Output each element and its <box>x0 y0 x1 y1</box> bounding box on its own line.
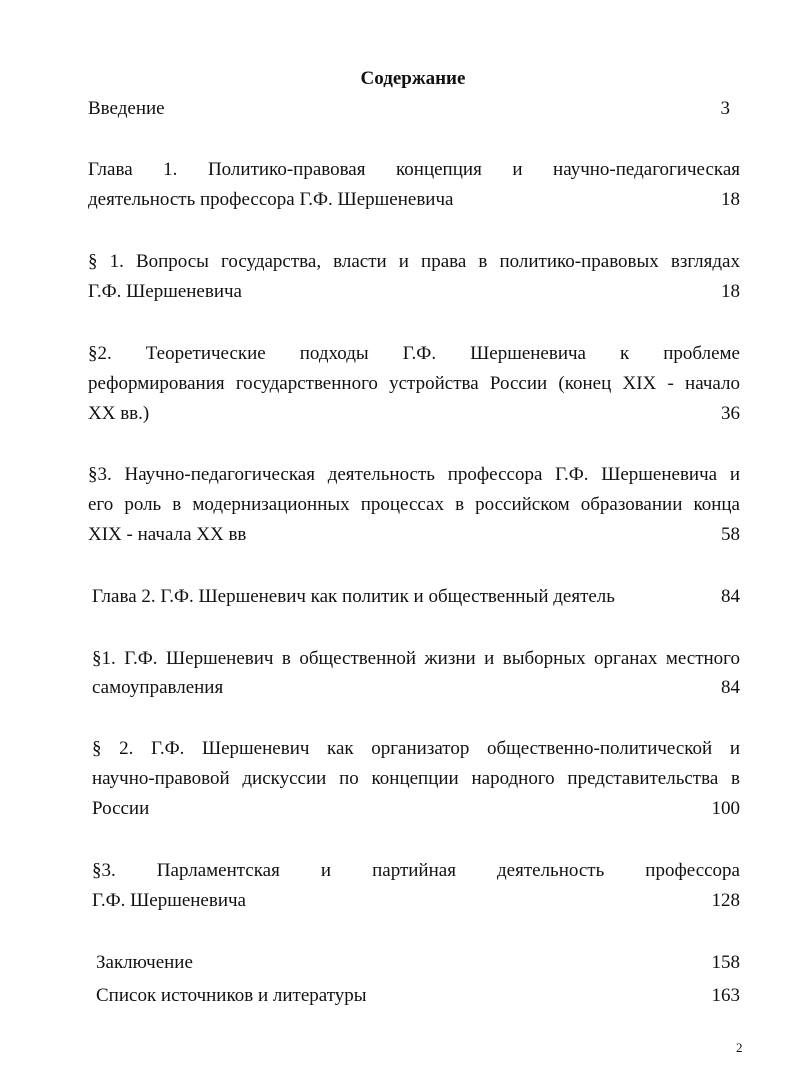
toc-page-number: 58 <box>721 524 740 545</box>
toc-page-number: 18 <box>721 281 740 302</box>
toc-entry-section-2-1-line-1[interactable]: §1. Г.Ф. Шершеневич в общественной жизни и выборных органах местного <box>92 648 740 669</box>
page-number: 2 <box>736 1040 743 1055</box>
toc-page-number: 84 <box>721 677 740 698</box>
toc-entry-section-2-1-line-2[interactable] <box>92 676 740 700</box>
toc-page-number: 100 <box>711 798 740 819</box>
toc-entry-section-2-3-line-1[interactable]: §3. Парламентская и партийная деятельность профессора <box>92 860 740 881</box>
toc-entry-section-1-2-line-2[interactable]: реформирования государственного устройства России (конец XIX - начало <box>88 373 740 394</box>
toc-entry-chapter-1-line-1[interactable]: Глава 1. Политико-правовая концепция и научно-педагогическая <box>88 159 740 180</box>
toc-page-number: 36 <box>721 403 740 424</box>
toc-entry-text: Глава 2. Г.Ф. Шершеневич как политик и общественный деятель <box>92 586 615 607</box>
page-title: Содержание <box>360 68 466 89</box>
toc-entry-section-1-1-line-2[interactable] <box>88 280 740 304</box>
toc-entry-text: самоуправления <box>92 677 224 698</box>
toc-entry-chapter-2[interactable] <box>92 585 740 609</box>
toc-entry-section-1-1-line-1[interactable]: § 1. Вопросы государства, власти и права в политико-правовых взглядах <box>88 251 740 272</box>
toc-entry-section-2-3-line-2[interactable] <box>92 889 740 913</box>
toc-page-number: 158 <box>711 952 740 973</box>
toc-entry-text: XIX - начала XX вв <box>88 524 247 545</box>
toc-entry-section-2-2-line-1[interactable]: § 2. Г.Ф. Шершеневич как организатор общественно-политической и <box>92 738 740 759</box>
toc-entry-text: Г.Ф. Шершеневича <box>92 890 246 911</box>
toc-entry-text: Г.Ф. Шершеневича <box>88 281 242 302</box>
toc-entry-section-2-2-line-2[interactable]: научно-правовой дискуссии по концепции народного представительства в <box>92 768 740 789</box>
toc-entry-chapter-1-line-2[interactable] <box>88 188 740 212</box>
toc-entry-section-1-2-line-3[interactable] <box>88 402 740 426</box>
toc-page-number: 163 <box>711 985 740 1006</box>
toc-entry-conclusion[interactable] <box>96 951 740 975</box>
toc-page-number: 18 <box>721 189 740 210</box>
toc-entry-section-1-2-line-1[interactable]: §2. Теоретические подходы Г.Ф. Шершеневича к проблеме <box>88 343 740 364</box>
toc-entry-text: Список источников и литературы <box>96 985 367 1006</box>
toc-page-number: 128 <box>711 890 740 911</box>
toc-entry-section-1-3-line-1[interactable]: §3. Научно-педагогическая деятельность профессора Г.Ф. Шершеневича и <box>88 464 740 485</box>
toc-entry-section-1-3-line-3[interactable] <box>88 523 740 547</box>
toc-entry-text: деятельность профессора Г.Ф. Шершеневича <box>88 189 454 210</box>
toc-entry-section-1-3-line-2[interactable]: его роль в модернизационных процессах в российском образовании конца <box>88 494 740 515</box>
toc-entry-sources[interactable] <box>96 984 740 1008</box>
toc-page-number: 84 <box>721 586 740 607</box>
toc-page-number: 3 <box>720 98 730 119</box>
toc-entry-section-2-2-line-3[interactable] <box>92 797 740 821</box>
toc-entry-text: Заключение <box>96 952 193 973</box>
toc-entry-text: XX вв.) <box>88 403 150 424</box>
toc-entry-introduction[interactable] <box>88 97 740 121</box>
toc-entry-text: России <box>92 798 150 819</box>
toc-entry-text: Введение <box>88 98 165 119</box>
